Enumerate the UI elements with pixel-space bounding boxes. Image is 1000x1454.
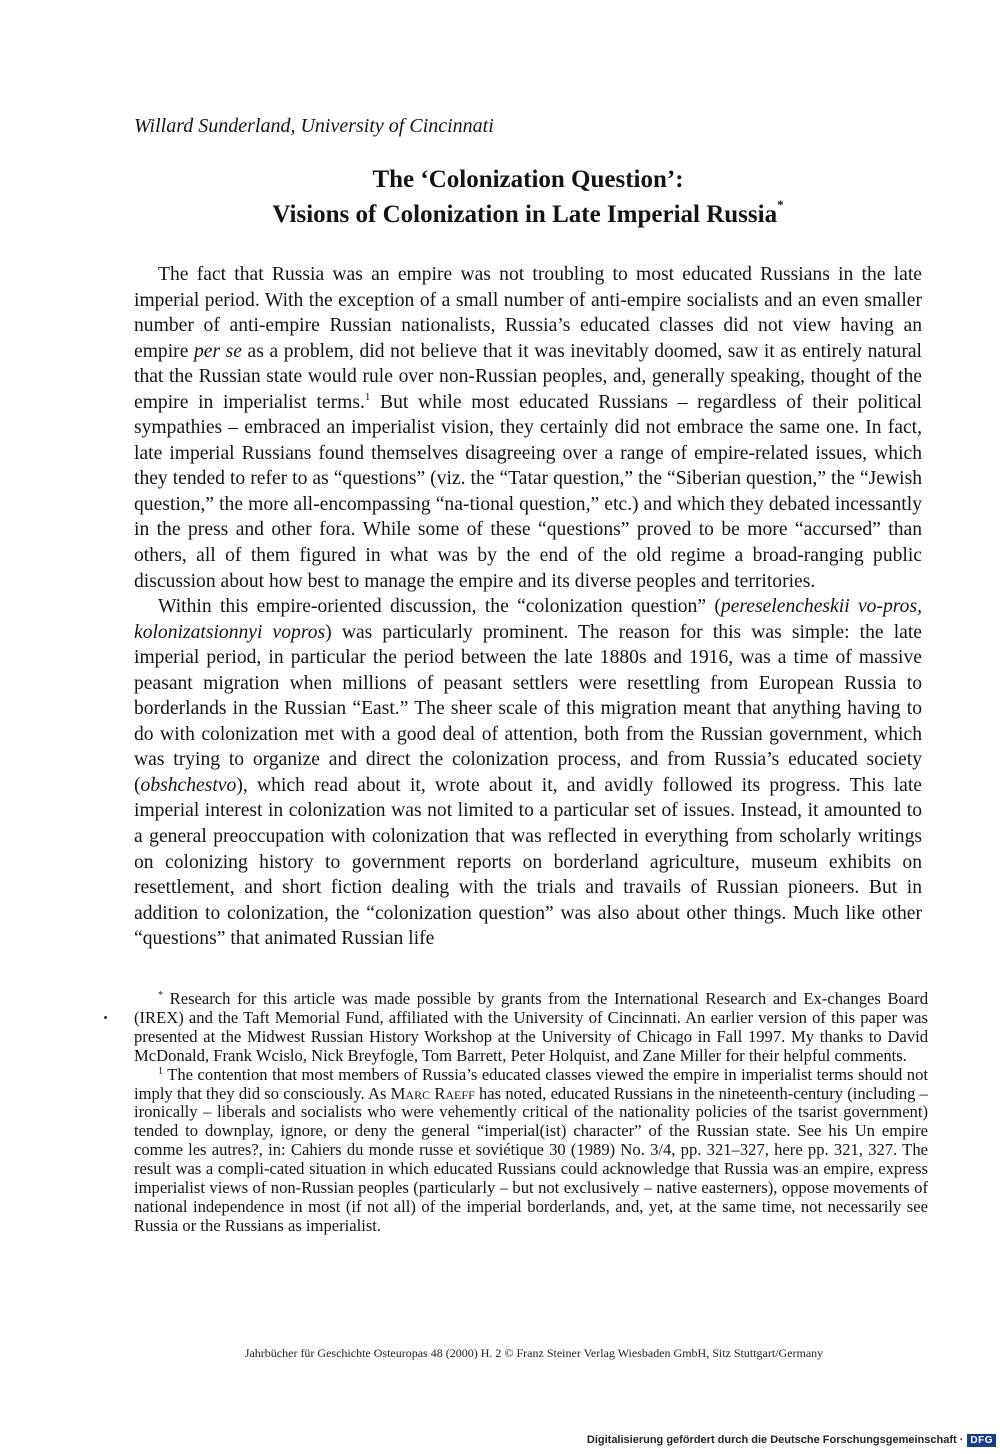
title-text-1: The ‘Colonization Question’: — [372, 166, 684, 193]
p2-text-c: ) was particularly prominent. The reason for this was simple: the late imperial period, in particular the period between the late 1880s and 1916, was a time of massive peasant migration when millions of peasant settlers were resettling from European Russia to borderlands in the Russian “East.” The sheer scale of this migration meant that anything having to do with colonization met with a good deal of attention, both from the Russian government, which was trying to organize and direct the colonization process, and from Russia’s educated society ( — [134, 621, 922, 796]
article-title-line-2 — [134, 198, 922, 232]
p1-footnote-ref: 1 — [364, 390, 371, 403]
p2-text-a: Within this empire-oriented discussion, the “colonization question” ( — [158, 596, 721, 618]
journal-citation: Jahrbücher für Geschichte Osteuropas 48 (2000) H. 2 © Franz Steiner Verlag Wiesbaden GmbH, Sitz Stuttgart/Germany — [244, 1346, 824, 1360]
title-text-2: Visions of Colonization in Late Imperial Russia — [272, 201, 778, 228]
footnote-1 — [134, 1066, 928, 1236]
p2-text-e: ), which read about it, wrote about it, and avidly followed its progress. This late imperial interest in colonization was not limited to a particular set of issues. Instead, it amounted to a general preoccupation with colonization that was reflected in everything from scholarly writings on colonizing history to government reports on borderland agriculture, museum exhibits on resettlement, and short fiction dealing with the trials and travails of Russian pioneers. But in addition to colonization, the “colonization question” was also about other things. Much like other “questions” that animated Russian life — [134, 774, 922, 950]
footnote-1-text-b: has noted, educated Russians in the nineteenth-century (including – ironically – liberals and socialists who were vehemently critical of the nationality policies of the tsarist government) tended to downplay, ignore, or deny the general “imperial(ist) character” of the Russian state. See his Un empire comme les autres?, in: Cahiers du monde russe et soviétique 30 (1989) No. 3/4, pp. 321–327, here pp. 321, 327. The result was a compli-cated situation in which educated Russians could acknowledge that Russia was an empire, express imperialist views of non-Russian peoples (particularly – but not exclusively – native easterners), oppose movements of national independence in most (if not all) of the imperial borderlands, and, yet, at the same time, not necessarily see Russia or the Russians as imperialist. — [134, 1083, 928, 1235]
footnote-1-mark: 1 — [158, 1065, 163, 1077]
article-title-line-1 — [134, 163, 922, 197]
p1-text-a: The fact that Russia was an empire was not troubling to most educated Russians in the late imperial period. With the exception of a small number of anti-empire socialists and an even smaller number of anti-empire Russian nationalists, Russia’s educated classes did not view having an empire — [134, 264, 922, 362]
footnote-1-text-a: The contention that most members of Russia’s educated classes viewed the empire in imperialist terms should not imply that they did so consciously. As — [134, 1064, 928, 1103]
footnote-star — [134, 990, 928, 1066]
footnote-star-text: Research for this article was made possible by grants from the International Research and Ex-changes Board (IREX) and the Taft Memorial Fund, affiliated with the University of Cincinnati. An earlier version of this paper was presented at the Midwest Russian History Workshop at the University of Chicago in Fall 1997. My thanks to David McDonald, Frank Wcislo, Nick Breyfogle, Tom Barrett, Peter Holquist, and Zane Miller for their helpful comments. — [134, 989, 928, 1065]
p1-text-d: But while most educated Russians – regardless of their political sympathies – embraced an imperialist vision, they certainly did not embrace the same one. In fact, late imperial Russians found themselves disagreeing over a range of empire-related issues, which they tended to refer to as “questions” (viz. the “Tatar question,” the “Siberian question,” the “Jewish question,” the more all-encompassing “na-tional question,” etc.) and which they debated incessantly in the press and other fora. While some of these “questions” proved to be more “accursed” than others, all of them figured in what was by the end of the old regime a broad-ranging public discussion about how best to manage the empire and its diverse peoples and territories. — [134, 391, 922, 592]
footnote-star-mark: * — [158, 990, 163, 1001]
p1-italic-per-se: per se — [193, 340, 242, 362]
digitization-notice — [587, 1432, 996, 1448]
p1-text-c: as a problem, did not believe that it was inevitably doomed, saw it as entirely natural that the Russian state would rule over non-Russian peoples, and, generally speaking, thought of the empire in imperialist terms. — [134, 340, 922, 413]
p2-italic-obshchestvo: obshchestvo — [140, 774, 237, 796]
article-body — [134, 262, 922, 952]
footnote-1-author-name: Marc Raeff — [390, 1083, 475, 1103]
paragraph-2 — [134, 594, 922, 952]
author-line: Willard Sunderland, University of Cincinnati — [134, 115, 494, 137]
footnotes — [134, 990, 928, 1236]
title-footnote-mark: * — [777, 197, 784, 212]
paragraph-1 — [134, 262, 922, 594]
p2-italic-russian-terms: pereselencheskii vo-pros, kolonizatsionnyi vopros — [134, 596, 922, 643]
margin-mark — [104, 1016, 107, 1019]
dfg-logo: DFG — [967, 1434, 996, 1447]
digitization-text: Digitalisierung gefördert durch die Deutsche Forschungsgemeinschaft · — [586, 1434, 964, 1446]
